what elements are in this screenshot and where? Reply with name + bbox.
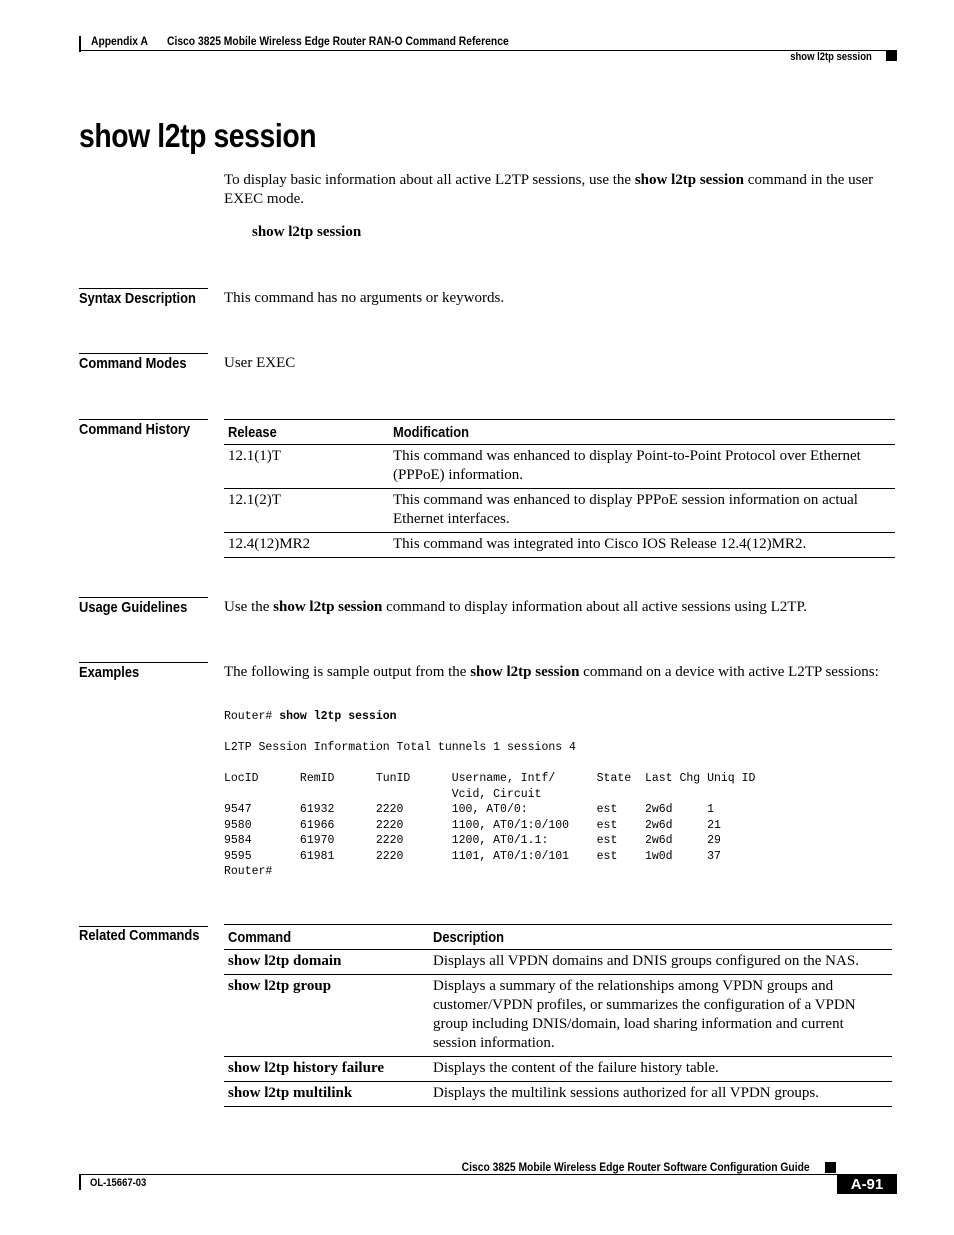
command-modes-text: User EXEC: [224, 355, 296, 371]
syntax-description-text: This command has no arguments or keywords.: [224, 290, 505, 306]
header-appendix: Appendix A: [91, 34, 148, 48]
page-title: show l2tp session: [79, 117, 317, 154]
table-header-row: [224, 925, 892, 950]
intro-paragraph: To display basic information about all active L2TP sessions, use the show l2tp session command in the user EXEC mode.: [224, 172, 874, 207]
usage-guidelines-text: Use the show l2tp session command to display information about all active sessions using L2TP.: [224, 599, 807, 615]
usage-command: show l2tp session: [273, 599, 383, 615]
release-cell: 12.1(1)T: [224, 445, 389, 489]
command-history-table: [224, 419, 895, 558]
related-description-cell: Displays all VPDN domains and DNIS groups configured on the NAS.: [429, 950, 892, 975]
section-label-examples: Examples: [79, 664, 140, 681]
modification-cell: This command was enhanced to display PPPoE session information on actual Ethernet interfaces.: [389, 489, 895, 533]
related-command-cell: show l2tp history failure: [224, 1057, 429, 1082]
table-row: [224, 950, 892, 975]
example-command: show l2tp session: [279, 710, 397, 723]
table-header-row: [224, 420, 895, 445]
related-description-cell: Displays the multilink sessions authorized for all VPDN groups.: [429, 1082, 892, 1107]
footer-doc-number: OL-15667-03: [90, 1177, 147, 1189]
section-rule: [79, 597, 208, 598]
column-header-command: Command: [224, 925, 429, 950]
examples-intro: The following is sample output from the show l2tp session command on a device with active L2TP sessions:: [224, 664, 879, 680]
related-command-cell: show l2tp domain: [224, 950, 429, 975]
related-description-cell: Displays a summary of the relationships among VPDN groups and customer/VPDN profiles, or summarizes the configuration of a VPDN group including DNIS/domain, load sharing information and current session information.: [429, 975, 892, 1057]
header-book-title: Cisco 3825 Mobile Wireless Edge Router RAN-O Command Reference: [167, 34, 509, 48]
footer-vertical-rule: [79, 1174, 81, 1190]
release-cell: 12.4(12)MR2: [224, 533, 389, 558]
modification-cell: This command was enhanced to display Point-to-Point Protocol over Ethernet (PPPoE) information.: [389, 445, 895, 489]
related-commands-table: [224, 924, 892, 1107]
section-label-command-modes: Command Modes: [79, 355, 187, 372]
table-row: [224, 489, 895, 533]
header-marker: [886, 50, 897, 61]
footer-guide-title: Cisco 3825 Mobile Wireless Edge Router Software Configuration Guide: [462, 1160, 810, 1174]
column-header-modification: Modification: [389, 420, 895, 445]
column-header-release: Release: [224, 420, 389, 445]
table-row: [224, 445, 895, 489]
modification-cell: This command was integrated into Cisco IOS Release 12.4(12)MR2.: [389, 533, 895, 558]
footer-rule: [79, 1174, 897, 1175]
section-label-syntax-description: Syntax Description: [79, 290, 196, 307]
example-output: L2TP Session Information Total tunnels 1 sessions 4 LocID RemID TunID Username, Intf/ State Last Chg Uniq ID Vcid, Circuit 9547 61932 2220 100, AT0/0: est 2w6d 1 9580 61966 2220 1100, AT0/1:0/100 est 2w6d 21 9584 61970 2220 1200, AT0/1.1: est 2w6d 29 9595 61981 2220 1101, AT0/1:0/101 est 1w0d 37 Router#: [224, 741, 756, 878]
column-header-description: Description: [429, 925, 892, 950]
section-label-related-commands: Related Commands: [79, 927, 200, 944]
example-prompt-line: Router# show l2tp session: [224, 710, 397, 723]
section-rule: [79, 288, 208, 289]
section-rule: [79, 353, 208, 354]
table-row: [224, 1057, 892, 1082]
section-label-command-history: Command History: [79, 421, 191, 438]
examples-command: show l2tp session: [470, 664, 580, 680]
table-row: [224, 975, 892, 1057]
table-row: [224, 533, 895, 558]
section-label-usage-guidelines: Usage Guidelines: [79, 599, 188, 616]
section-rule: [79, 662, 208, 663]
release-cell: 12.1(2)T: [224, 489, 389, 533]
command-syntax: show l2tp session: [252, 224, 362, 240]
intro-command: show l2tp session: [634, 172, 745, 188]
related-command-cell: show l2tp group: [224, 975, 429, 1057]
header-running-title: show l2tp session: [790, 51, 872, 63]
footer-marker: [825, 1162, 836, 1173]
related-command-cell: show l2tp multilink: [224, 1082, 429, 1107]
table-row: [224, 1082, 892, 1107]
page-number: A-91: [837, 1175, 897, 1194]
header-rule: [79, 50, 897, 51]
related-description-cell: Displays the content of the failure history table.: [429, 1057, 892, 1082]
section-rule: [79, 419, 208, 420]
